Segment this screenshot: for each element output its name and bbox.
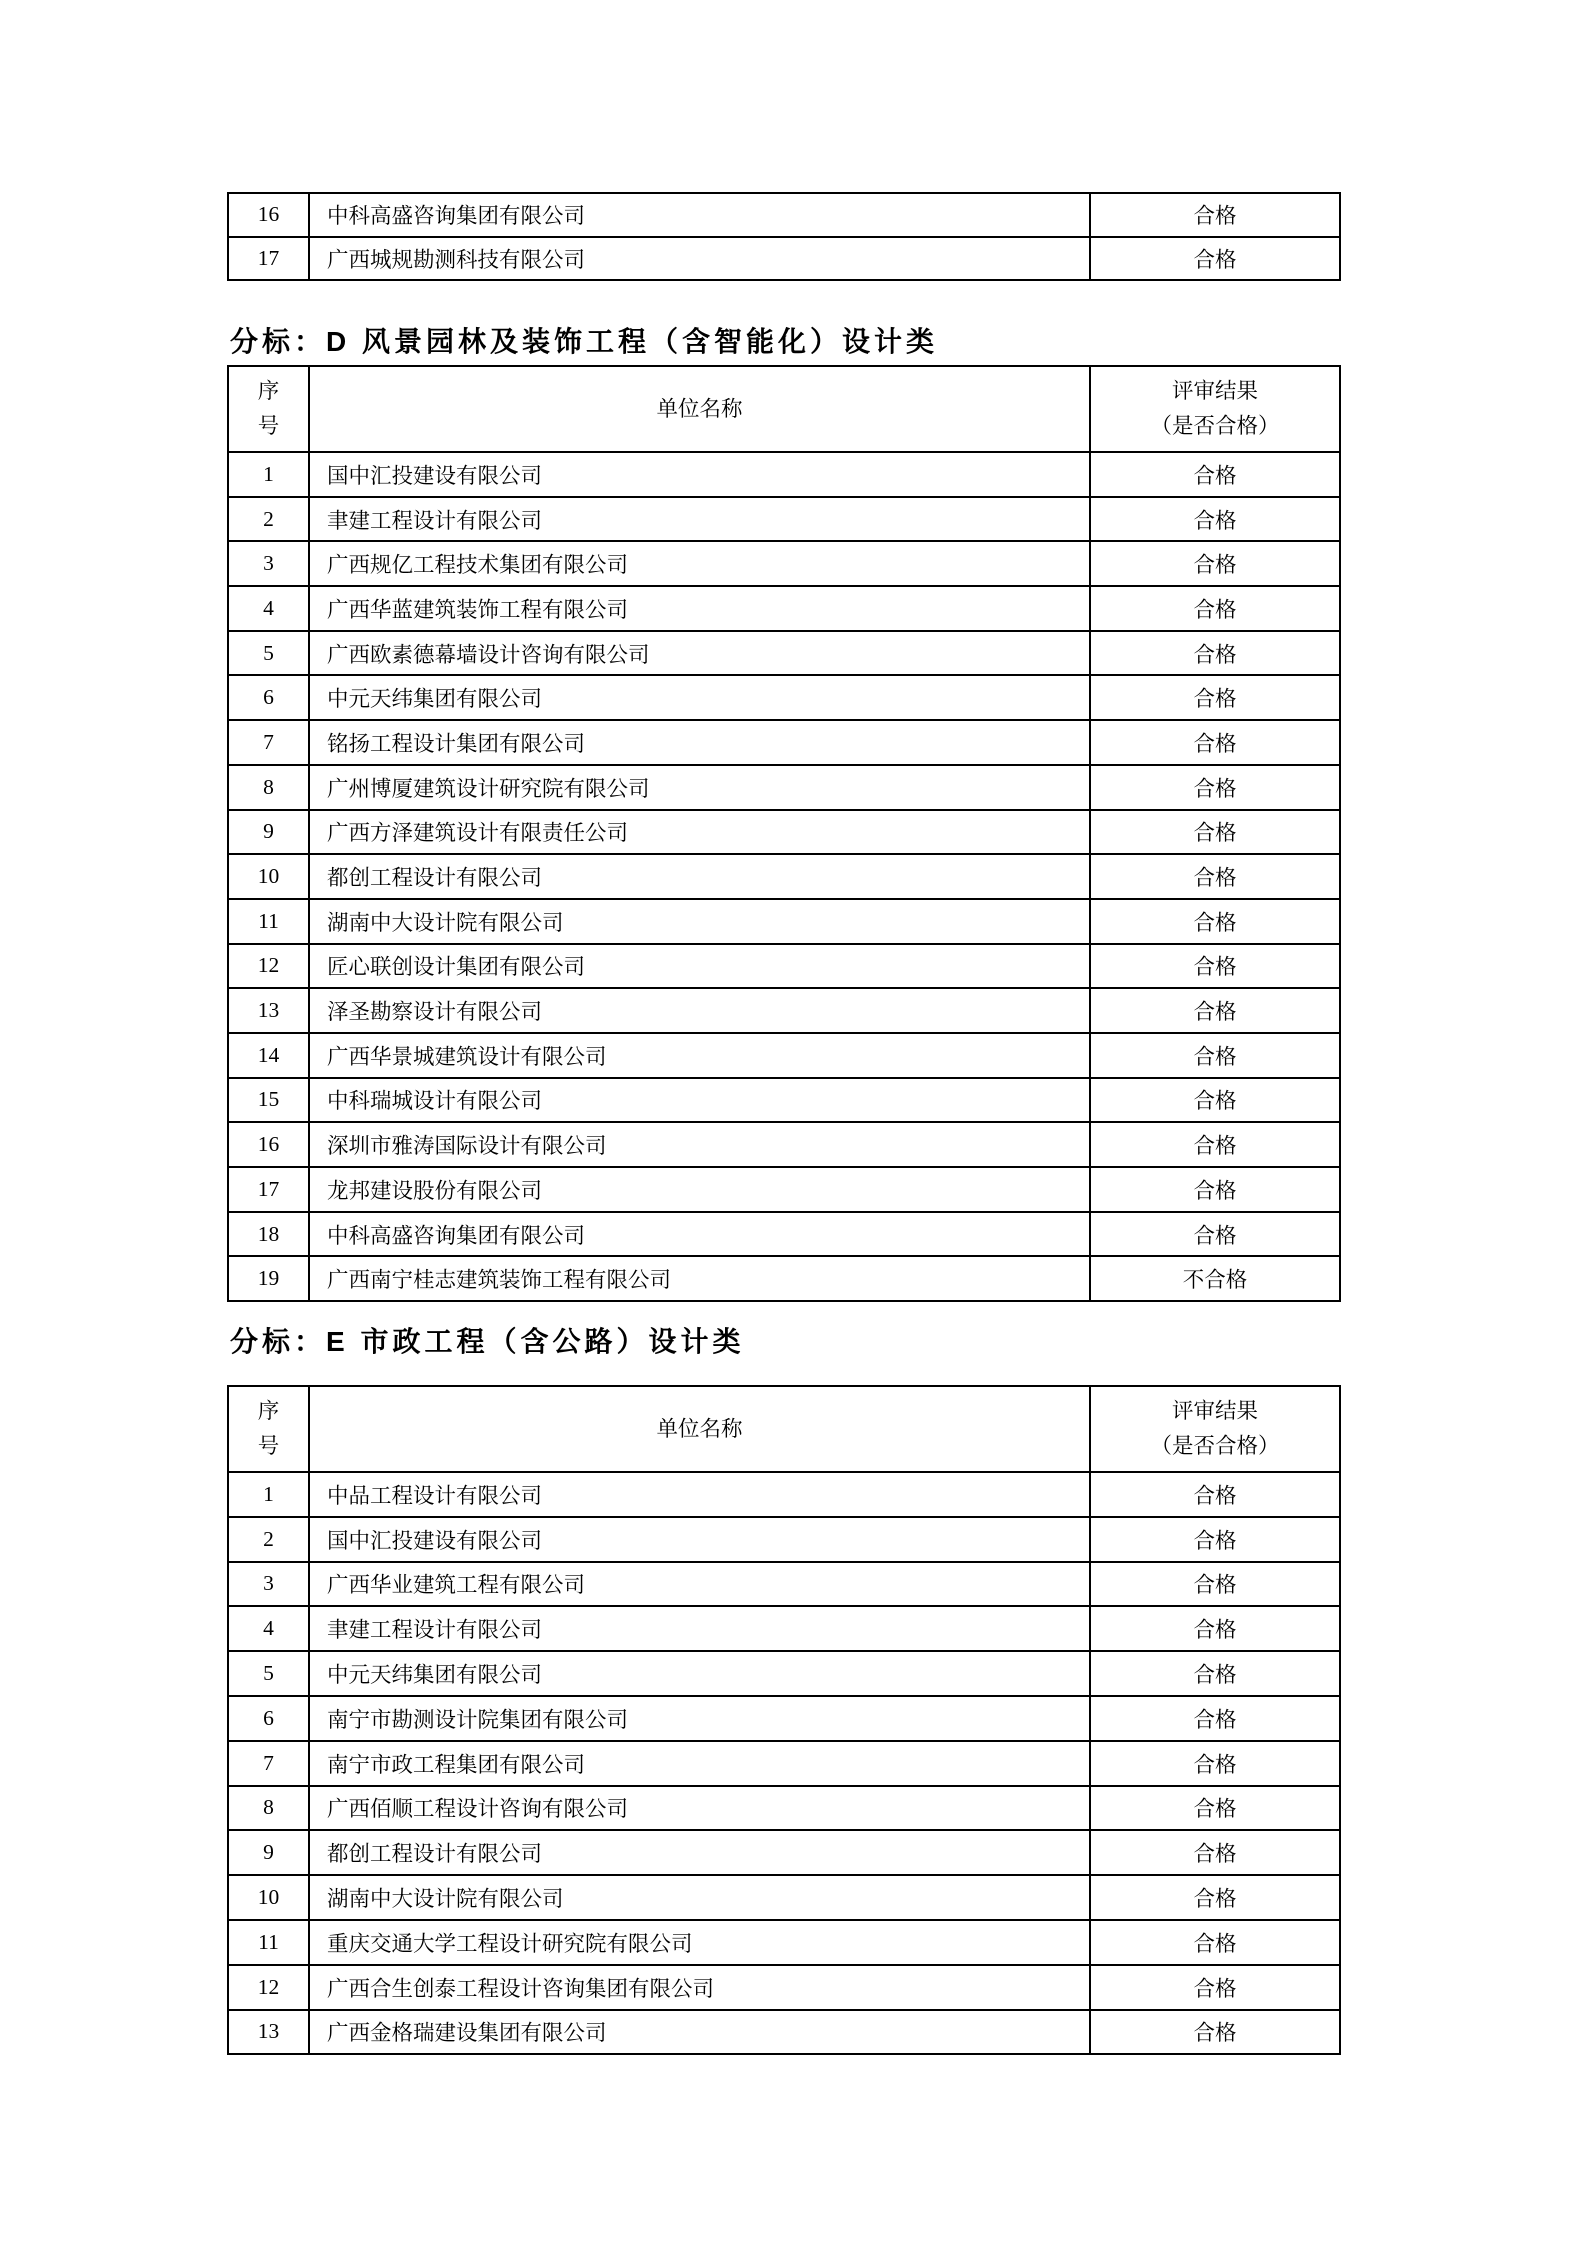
row-number: 11 [228,899,309,944]
row-number: 5 [228,1651,309,1696]
review-result: 合格 [1090,1651,1340,1696]
company-name: 都创工程设计有限公司 [309,1830,1090,1875]
header-result-line1: 评审结果 [1171,1399,1258,1424]
table-row [228,1920,1340,1965]
table-header-row [228,1386,1340,1472]
review-result: 合格 [1090,1830,1340,1875]
row-number: 13 [228,2010,309,2055]
review-result: 不合格 [1090,1256,1340,1301]
company-name: 广西南宁桂志建筑装饰工程有限公司 [309,1256,1090,1301]
section-e-table [227,1385,1341,2055]
company-name: 湖南中大设计院有限公司 [309,1875,1090,1920]
table-header-row [228,366,1340,452]
review-result: 合格 [1090,944,1340,989]
review-result: 合格 [1090,1562,1340,1607]
table-row [228,988,1340,1033]
company-name: 广西规亿工程技术集团有限公司 [309,541,1090,586]
company-name: 广西合生创泰工程设计咨询集团有限公司 [309,1965,1090,2010]
table-row [228,1651,1340,1696]
header-serial-line2: 号 [257,1434,280,1458]
table-row [228,1875,1340,1920]
review-result: 合格 [1090,1875,1340,1920]
table-row [228,541,1340,586]
review-result: 合格 [1090,1786,1340,1831]
review-result: 合格 [1090,1033,1340,1078]
company-name: 湖南中大设计院有限公司 [309,899,1090,944]
table-row [228,1256,1340,1301]
company-name: 泽圣勘察设计有限公司 [309,988,1090,1033]
row-number: 11 [228,1920,309,1965]
company-name: 广州博厦建筑设计研究院有限公司 [309,765,1090,810]
table-row [228,1786,1340,1831]
review-result: 合格 [1090,988,1340,1033]
review-result: 合格 [1090,1078,1340,1123]
company-name: 深圳市雅涛国际设计有限公司 [309,1122,1090,1167]
row-number: 1 [228,1472,309,1517]
row-number: 8 [228,1786,309,1831]
review-result: 合格 [1090,810,1340,855]
row-number: 16 [228,1122,309,1167]
table-row [228,193,1340,237]
review-result: 合格 [1090,854,1340,899]
company-name: 中元天纬集团有限公司 [309,675,1090,720]
table-row [228,631,1340,676]
row-number: 9 [228,1830,309,1875]
table-row [228,2010,1340,2055]
row-number: 17 [228,1167,309,1212]
row-number: 17 [228,237,309,281]
header-serial-line1: 序 [257,1399,280,1424]
review-result: 合格 [1090,1920,1340,1965]
review-result: 合格 [1090,1212,1340,1257]
row-number: 10 [228,854,309,899]
table-row [228,586,1340,631]
review-result: 合格 [1090,765,1340,810]
company-name: 中品工程设计有限公司 [309,1472,1090,1517]
review-result: 合格 [1090,1965,1340,2010]
row-number: 9 [228,810,309,855]
header-serial-number [228,1386,309,1472]
header-result-line2: （是否合格） [1150,414,1280,438]
row-number: 19 [228,1256,309,1301]
table-row [228,675,1340,720]
table-row [228,944,1340,989]
header-company-name: 单位名称 [309,1386,1090,1472]
company-name: 聿建工程设计有限公司 [309,497,1090,542]
company-name: 中元天纬集团有限公司 [309,1651,1090,1696]
company-name: 国中汇投建设有限公司 [309,1517,1090,1562]
company-name: 广西佰顺工程设计咨询有限公司 [309,1786,1090,1831]
row-number: 2 [228,497,309,542]
company-name: 广西华业建筑工程有限公司 [309,1562,1090,1607]
header-serial-line2: 号 [257,414,280,438]
row-number: 12 [228,1965,309,2010]
company-name: 广西金格瑞建设集团有限公司 [309,2010,1090,2055]
review-result: 合格 [1090,1606,1340,1651]
row-number: 2 [228,1517,309,1562]
review-result: 合格 [1090,675,1340,720]
table-row [228,497,1340,542]
company-name: 广西华蓝建筑装饰工程有限公司 [309,586,1090,631]
review-result: 合格 [1090,237,1340,281]
review-result: 合格 [1090,1696,1340,1741]
row-number: 18 [228,1212,309,1257]
section-d-title: 分标：D 风景园林及装饰工程（含智能化）设计类 [230,326,939,357]
table-row [228,1517,1340,1562]
review-result: 合格 [1090,899,1340,944]
review-result: 合格 [1090,720,1340,765]
company-name: 广西城规勘测科技有限公司 [309,237,1090,281]
row-number: 5 [228,631,309,676]
table-row [228,1606,1340,1651]
table-row [228,1472,1340,1517]
review-result: 合格 [1090,586,1340,631]
company-name: 龙邦建设股份有限公司 [309,1167,1090,1212]
row-number: 16 [228,193,309,237]
company-name: 都创工程设计有限公司 [309,854,1090,899]
row-number: 6 [228,675,309,720]
row-number: 1 [228,452,309,497]
company-name: 南宁市政工程集团有限公司 [309,1741,1090,1786]
row-number: 4 [228,586,309,631]
table-row [228,452,1340,497]
company-name: 南宁市勘测设计院集团有限公司 [309,1696,1090,1741]
table-row [228,1167,1340,1212]
header-review-result [1090,1386,1340,1472]
table-row [228,1122,1340,1167]
table-row [228,1078,1340,1123]
review-result: 合格 [1090,2010,1340,2055]
header-company-name: 单位名称 [309,366,1090,452]
row-number: 7 [228,1741,309,1786]
company-name: 重庆交通大学工程设计研究院有限公司 [309,1920,1090,1965]
company-name: 匠心联创设计集团有限公司 [309,944,1090,989]
review-result: 合格 [1090,1122,1340,1167]
review-result: 合格 [1090,1167,1340,1212]
header-serial-number [228,366,309,452]
table-row [228,810,1340,855]
review-result: 合格 [1090,1472,1340,1517]
company-name: 广西华景城建筑设计有限公司 [309,1033,1090,1078]
row-number: 15 [228,1078,309,1123]
review-result: 合格 [1090,193,1340,237]
table-row [228,1830,1340,1875]
company-name: 国中汇投建设有限公司 [309,452,1090,497]
section-e-title: 分标：E 市政工程（含公路）设计类 [230,1326,745,1357]
row-number: 10 [228,1875,309,1920]
row-number: 3 [228,1562,309,1607]
row-number: 6 [228,1696,309,1741]
table-row [228,1562,1340,1607]
company-name: 聿建工程设计有限公司 [309,1606,1090,1651]
review-result: 合格 [1090,497,1340,542]
table-row [228,1212,1340,1257]
header-serial-line1: 序 [257,379,280,404]
row-number: 4 [228,1606,309,1651]
company-name: 中科高盛咨询集团有限公司 [309,1212,1090,1257]
company-name: 中科高盛咨询集团有限公司 [309,193,1090,237]
header-result-line1: 评审结果 [1171,379,1258,404]
review-result: 合格 [1090,1741,1340,1786]
table-row [228,237,1340,281]
section-d-table [227,365,1341,1302]
table-row [228,854,1340,899]
table-row [228,1741,1340,1786]
table-row [228,1965,1340,2010]
review-result: 合格 [1090,1517,1340,1562]
row-number: 13 [228,988,309,1033]
table-row [228,720,1340,765]
company-name: 中科瑞城设计有限公司 [309,1078,1090,1123]
row-number: 3 [228,541,309,586]
review-result: 合格 [1090,452,1340,497]
table-row [228,765,1340,810]
company-name: 铭扬工程设计集团有限公司 [309,720,1090,765]
row-number: 7 [228,720,309,765]
header-review-result [1090,366,1340,452]
continuation-table [227,192,1341,281]
row-number: 14 [228,1033,309,1078]
table-row [228,1696,1340,1741]
review-result: 合格 [1090,631,1340,676]
review-result: 合格 [1090,541,1340,586]
company-name: 广西方泽建筑设计有限责任公司 [309,810,1090,855]
header-result-line2: （是否合格） [1150,1434,1280,1458]
table-row [228,899,1340,944]
company-name: 广西欧素德幕墙设计咨询有限公司 [309,631,1090,676]
table-row [228,1033,1340,1078]
row-number: 8 [228,765,309,810]
row-number: 12 [228,944,309,989]
